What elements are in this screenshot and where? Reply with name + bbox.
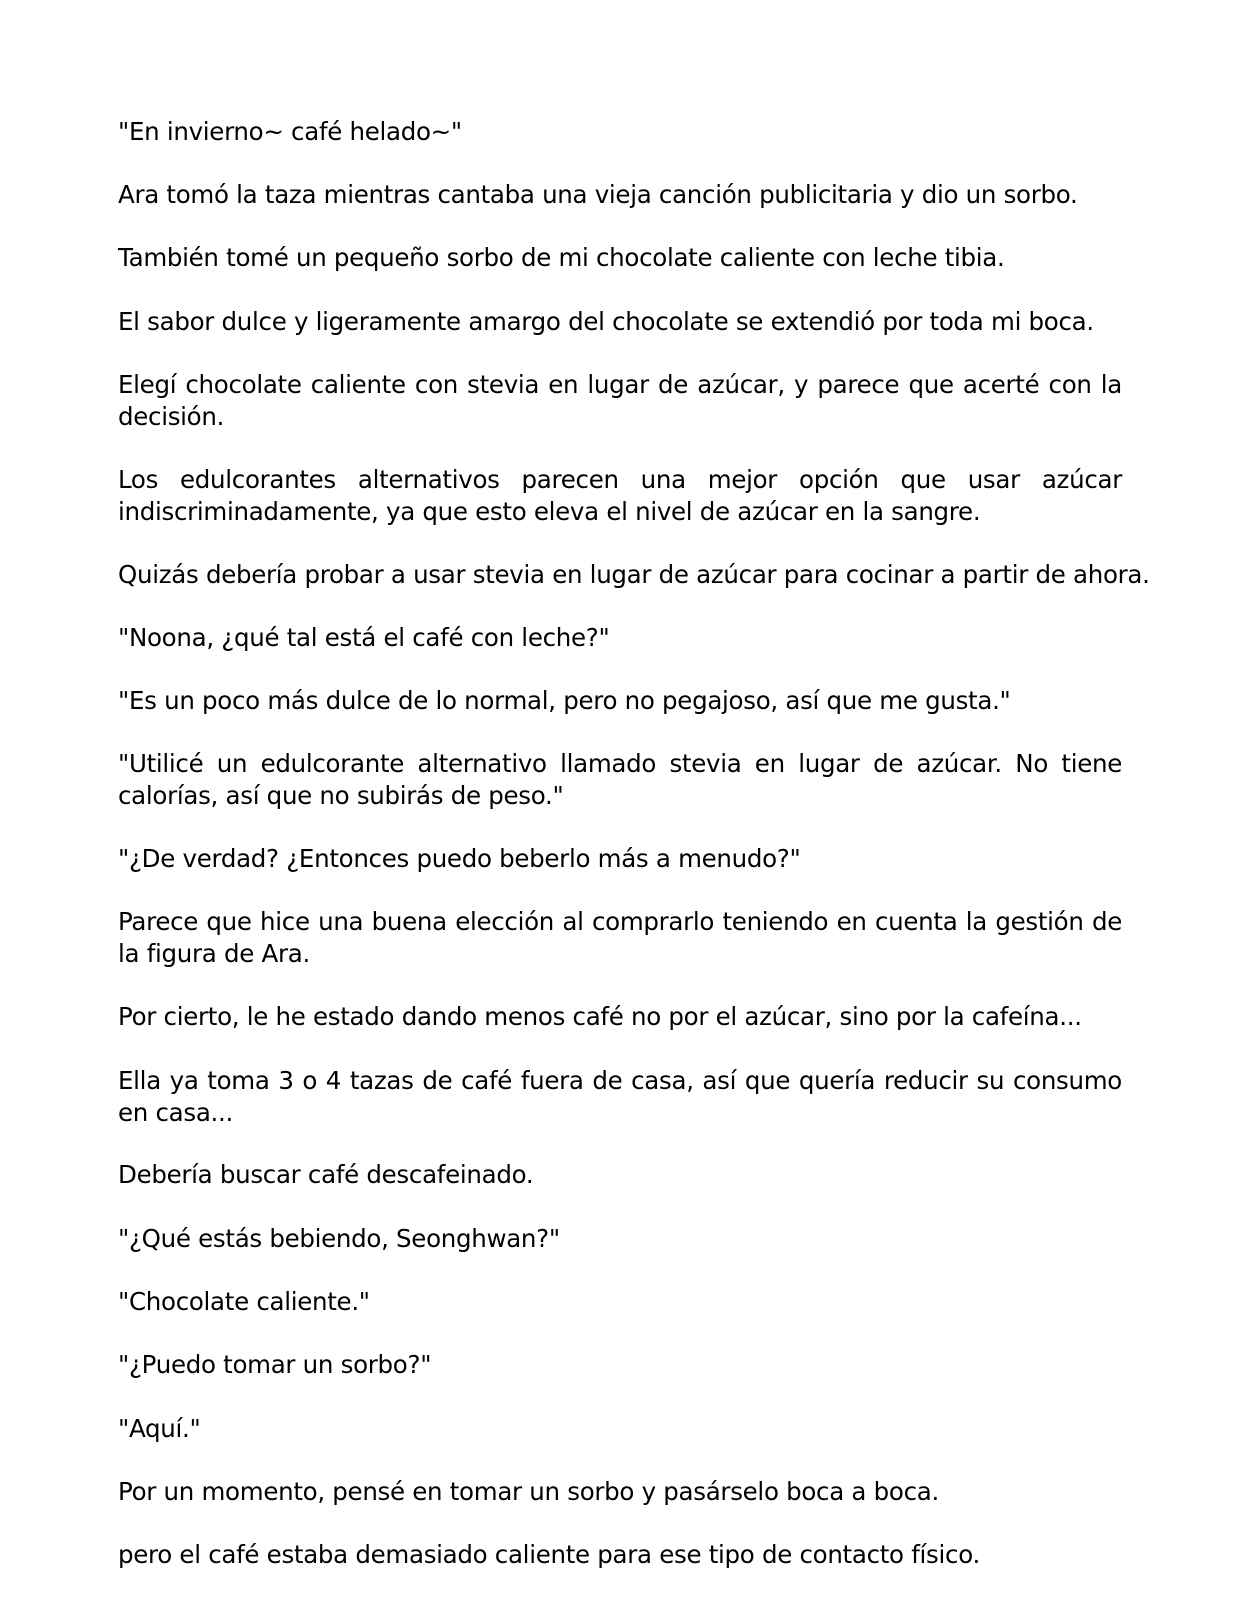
paragraph-2: Ara tomó la taza mientras cantaba una vieja canción publicitaria y dio un sorbo. xyxy=(118,180,1078,209)
paragraph-6: Los edulcorantes alternativos parecen una mejor opción que usar azúcar indiscriminadamente, ya que esto eleva el nivel de azúcar en la sangre. xyxy=(118,465,1122,526)
paragraph-11: "¿De verdad? ¿Entonces puedo beberlo más a menudo?" xyxy=(118,844,801,873)
paragraph-19: "Aquí." xyxy=(118,1414,201,1443)
paragraph-16: "¿Qué estás bebiendo, Seonghwan?" xyxy=(118,1224,560,1253)
paragraph-15: Debería buscar café descafeinado. xyxy=(118,1160,534,1189)
paragraph-18: "¿Puedo tomar un sorbo?" xyxy=(118,1350,432,1379)
paragraph-10: "Utilicé un edulcorante alternativo llamado stevia en lugar de azúcar. No tiene calorías, así que no subirás de peso." xyxy=(118,749,1122,810)
paragraph-20: Por un momento, pensé en tomar un sorbo y pasárselo boca a boca. xyxy=(118,1477,939,1506)
paragraph-3: También tomé un pequeño sorbo de mi chocolate caliente con leche tibia. xyxy=(118,243,1005,272)
paragraph-1: "En invierno~ café helado~" xyxy=(118,117,462,146)
paragraph-4: El sabor dulce y ligeramente amargo del chocolate se extendió por toda mi boca. xyxy=(118,307,1094,336)
paragraph-9: "Es un poco más dulce de lo normal, pero no pegajoso, así que me gusta." xyxy=(118,686,1011,715)
paragraph-12: Parece que hice una buena elección al comprarlo teniendo en cuenta la gestión de la figura de Ara. xyxy=(118,907,1122,968)
paragraph-7: Quizás debería probar a usar stevia en lugar de azúcar para cocinar a partir de ahora. xyxy=(118,560,1150,589)
paragraph-14: Ella ya toma 3 o 4 tazas de café fuera de casa, así que quería reducir su consumo en casa... xyxy=(118,1066,1122,1127)
paragraph-8: "Noona, ¿qué tal está el café con leche?" xyxy=(118,623,610,652)
paragraph-5: Elegí chocolate caliente con stevia en lugar de azúcar, y parece que acerté con la decisión. xyxy=(118,370,1122,431)
paragraph-21: pero el café estaba demasiado caliente para ese tipo de contacto físico. xyxy=(118,1540,980,1569)
paragraph-17: "Chocolate caliente." xyxy=(118,1287,370,1316)
paragraph-13: Por cierto, le he estado dando menos café no por el azúcar, sino por la cafeína... xyxy=(118,1002,1082,1031)
